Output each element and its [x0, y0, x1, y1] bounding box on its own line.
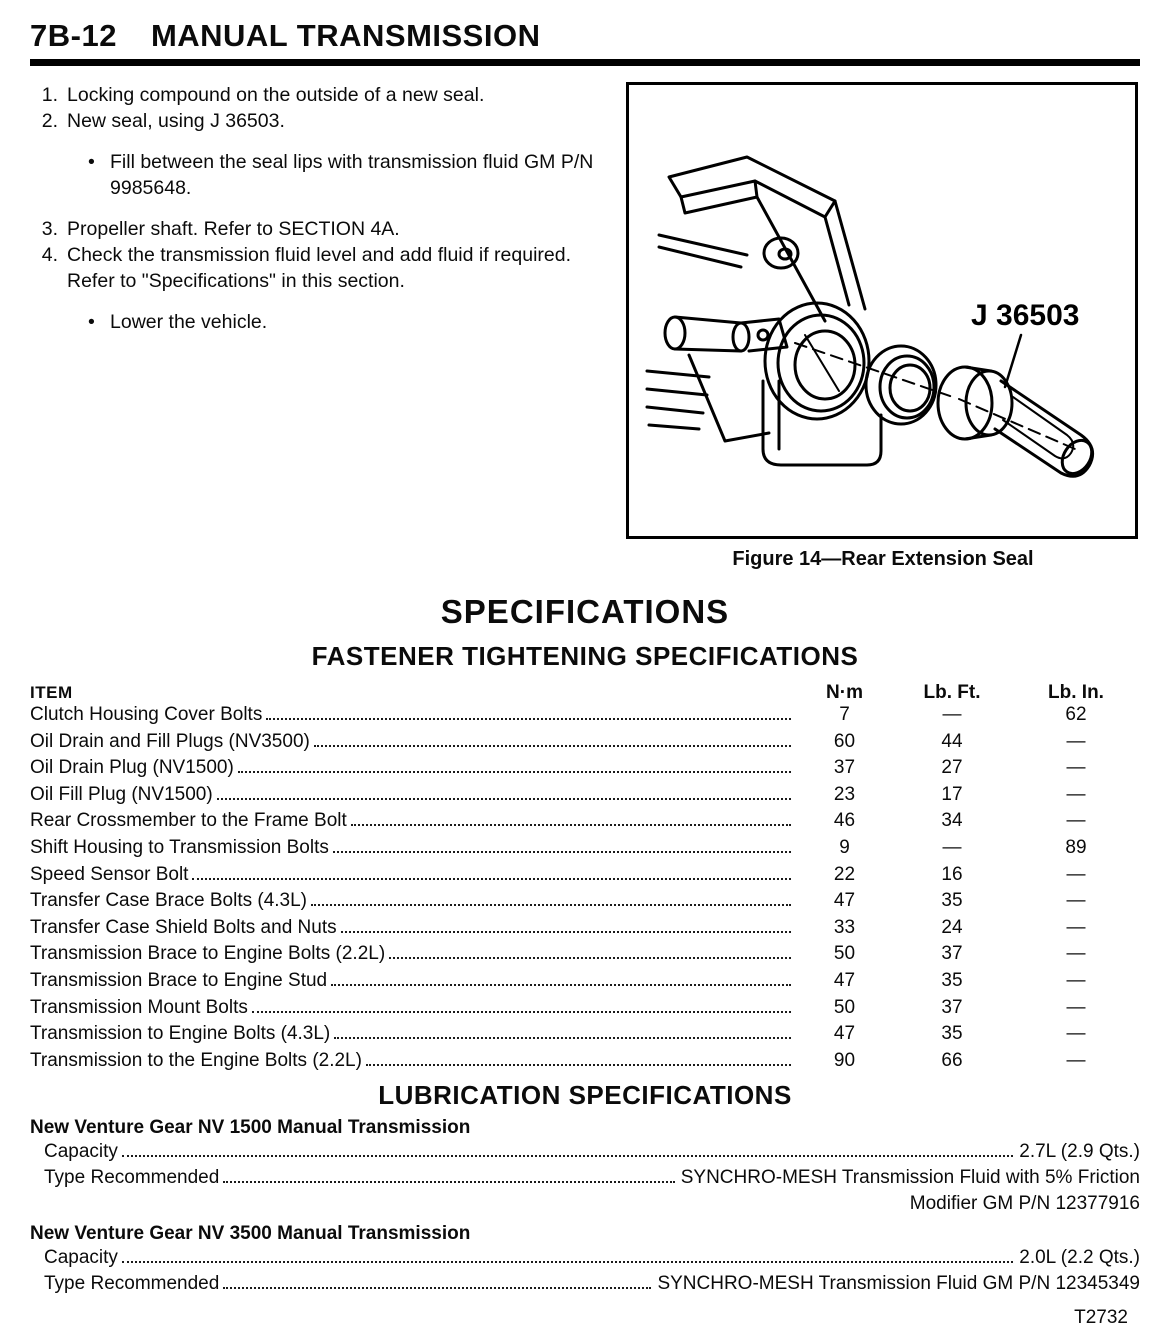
capacity-label: Capacity: [44, 1247, 118, 1269]
row-item: Shift Housing to Transmission Bolts: [30, 836, 329, 858]
bullet-icon: •: [88, 311, 95, 333]
row-lbin: —: [1066, 810, 1086, 832]
page-header: [30, 12, 1140, 54]
row-lbin: 62: [1065, 704, 1087, 725]
step-2-bullet-text: Fill between the seal lips with transmission fluid GM P/N 9985648.: [110, 151, 594, 199]
dot-leader: [314, 745, 791, 747]
row-lbin: —: [1066, 916, 1086, 938]
table-row: [30, 1050, 1140, 1077]
table-row: [30, 970, 1140, 997]
nv1500-type-line: [44, 1165, 1140, 1191]
row-lbin: —: [1066, 890, 1086, 912]
dot-leader: [366, 1064, 791, 1066]
row-nm: 47: [833, 890, 856, 912]
row-lbft: 27: [941, 757, 963, 779]
row-item: Speed Sensor Bolt: [30, 863, 189, 885]
page-number: 7B-12: [30, 18, 117, 53]
type-value: SYNCHRO-MESH Transmission Fluid with 5% Friction: [680, 1167, 1140, 1189]
type-value: SYNCHRO-MESH Transmission Fluid GM P/N 12345349: [657, 1273, 1140, 1295]
row-nm: 60: [833, 730, 856, 752]
row-item: Clutch Housing Cover Bolts: [30, 704, 263, 725]
nv3500-type-line: [44, 1271, 1140, 1297]
row-nm: 90: [833, 1049, 856, 1071]
column-header-lbin: Lb. In.: [1048, 682, 1104, 703]
row-nm: 9: [839, 836, 850, 858]
nv1500-heading: New Venture Gear NV 1500 Manual Transmission: [30, 1117, 471, 1139]
row-lbin: —: [1066, 783, 1086, 805]
row-lbft: 34: [941, 810, 963, 832]
dot-leader: [252, 1011, 791, 1013]
top-section: [30, 82, 1140, 571]
nv3500-capacity-line: [44, 1245, 1140, 1271]
step-2-text: New seal, using J 36503.: [67, 110, 285, 132]
dot-leader: [192, 878, 791, 880]
table-row: [30, 917, 1140, 944]
row-lbin: —: [1066, 1023, 1086, 1045]
row-nm: 7: [839, 704, 850, 725]
row-item: Oil Drain Plug (NV1500): [30, 757, 234, 779]
row-lbft: 16: [941, 863, 963, 885]
step-4-bullet: [88, 309, 612, 335]
row-lbin: —: [1066, 943, 1086, 965]
table-row: [30, 837, 1140, 864]
row-item: Oil Drain and Fill Plugs (NV3500): [30, 730, 310, 752]
bullet-icon: •: [88, 151, 95, 173]
figure-caption: Figure 14—Rear Extension Seal: [732, 548, 1034, 570]
table-row: [30, 757, 1140, 784]
row-nm: 50: [833, 943, 856, 965]
row-lbin: —: [1066, 730, 1086, 752]
dot-leader: [341, 931, 791, 933]
row-item: Transfer Case Shield Bolts and Nuts: [30, 916, 337, 938]
step-1-text: Locking compound on the outside of a new seal.: [67, 84, 485, 106]
step-2-marker: 2.: [41, 110, 58, 132]
lubrication-nv3500: [30, 1223, 1140, 1297]
dot-leader: [217, 798, 791, 800]
dot-leader: [122, 1261, 1013, 1263]
row-nm: 46: [833, 810, 856, 832]
step-4-bullet-text: Lower the vehicle.: [110, 311, 268, 333]
row-lbin: —: [1066, 969, 1086, 991]
row-item: Transmission to Engine Bolts (4.3L): [30, 1023, 331, 1045]
tool-callout-label: J 36503: [971, 299, 1080, 332]
row-nm: 22: [833, 863, 856, 885]
row-lbft: 35: [941, 1023, 963, 1045]
dot-leader: [266, 718, 791, 720]
row-lbft: 37: [941, 996, 963, 1018]
table-row: [30, 1023, 1140, 1050]
column-header-nm: N·m: [826, 682, 863, 703]
step-1: [30, 82, 612, 108]
row-item: Transmission Brace to Engine Stud: [30, 969, 328, 991]
type-label: Type Recommended: [44, 1273, 220, 1295]
row-lbin: —: [1066, 863, 1086, 885]
row-item: Transfer Case Brace Bolts (4.3L): [30, 890, 308, 912]
row-lbft: 35: [941, 890, 963, 912]
nv1500-type-continuation: Modifier GM P/N 12377916: [909, 1193, 1140, 1215]
row-lbin: —: [1066, 1049, 1086, 1071]
row-nm: 23: [833, 783, 856, 805]
step-1-marker: 1.: [41, 84, 58, 106]
dot-leader: [223, 1181, 674, 1183]
table-row: [30, 810, 1140, 837]
specifications-title: SPECIFICATIONS: [440, 593, 730, 630]
dot-leader: [351, 824, 791, 826]
row-item: Transmission Mount Bolts: [30, 996, 248, 1018]
dot-leader: [334, 1037, 791, 1039]
step-3: [30, 216, 612, 242]
fastener-spec-title: FASTENER TIGHTENING SPECIFICATIONS: [311, 641, 859, 671]
table-row: [30, 784, 1140, 811]
table-row: [30, 704, 1140, 731]
row-lbin: —: [1066, 757, 1086, 779]
row-nm: 50: [833, 996, 856, 1018]
figure-rear-extension-seal: [626, 82, 1138, 539]
row-lbft: —: [942, 836, 962, 858]
row-lbft: 17: [941, 783, 963, 805]
column-header-lbft: Lb. Ft.: [923, 682, 981, 703]
row-nm: 47: [833, 969, 856, 991]
row-lbin: 89: [1065, 836, 1087, 858]
row-item: Transmission Brace to Engine Bolts (2.2L): [30, 943, 386, 965]
table-row: [30, 864, 1140, 891]
dot-leader: [389, 957, 791, 959]
table-header-row: [30, 682, 1140, 704]
row-lbft: 66: [941, 1049, 963, 1071]
step-4-text: Check the transmission fluid level and add fluid if required. Refer to "Specifications" in this section.: [67, 244, 572, 292]
lubrication-spec-title: LUBRICATION SPECIFICATIONS: [378, 1080, 792, 1111]
nv3500-heading: New Venture Gear NV 3500 Manual Transmission: [30, 1223, 471, 1245]
capacity-value: 2.7L (2.9 Qts.): [1019, 1141, 1140, 1163]
figure-column: [626, 82, 1140, 571]
type-label: Type Recommended: [44, 1167, 220, 1189]
row-lbft: —: [942, 704, 962, 725]
dot-leader: [311, 904, 791, 906]
row-lbft: 24: [941, 916, 963, 938]
dot-leader: [223, 1287, 651, 1289]
nv1500-capacity-line: [44, 1139, 1140, 1165]
document-code: T2732: [1074, 1307, 1128, 1329]
row-nm: 37: [833, 757, 856, 779]
row-item: Rear Crossmember to the Frame Bolt: [30, 810, 347, 832]
capacity-label: Capacity: [44, 1141, 118, 1163]
table-row: [30, 943, 1140, 970]
row-nm: 47: [833, 1023, 856, 1045]
header-rule: [30, 59, 1140, 66]
procedure-steps: [30, 82, 626, 350]
fastener-spec-table: [30, 682, 1140, 1076]
step-4: [30, 242, 612, 294]
row-lbft: 37: [941, 943, 963, 965]
column-header-item: ITEM: [30, 683, 73, 702]
step-2: [30, 108, 612, 134]
row-lbin: —: [1066, 996, 1086, 1018]
dot-leader: [122, 1155, 1013, 1157]
page-title: MANUAL TRANSMISSION: [150, 18, 541, 53]
dot-leader: [238, 771, 791, 773]
row-item: Transmission to the Engine Bolts (2.2L): [30, 1049, 362, 1071]
step-4-marker: 4.: [41, 244, 58, 266]
step-3-marker: 3.: [41, 218, 58, 240]
exploded-view-drawing: [629, 85, 1135, 536]
capacity-value: 2.0L (2.2 Qts.): [1019, 1247, 1140, 1269]
row-lbft: 44: [941, 730, 963, 752]
row-lbft: 35: [941, 969, 963, 991]
dot-leader: [333, 851, 791, 853]
lubrication-nv1500: [30, 1117, 1140, 1217]
step-3-text: Propeller shaft. Refer to SECTION 4A.: [67, 218, 400, 240]
table-row: [30, 731, 1140, 758]
step-2-bullet: [88, 149, 612, 201]
dot-leader: [331, 984, 791, 986]
row-nm: 33: [833, 916, 856, 938]
table-row: [30, 890, 1140, 917]
row-item: Oil Fill Plug (NV1500): [30, 783, 213, 805]
table-row: [30, 997, 1140, 1024]
